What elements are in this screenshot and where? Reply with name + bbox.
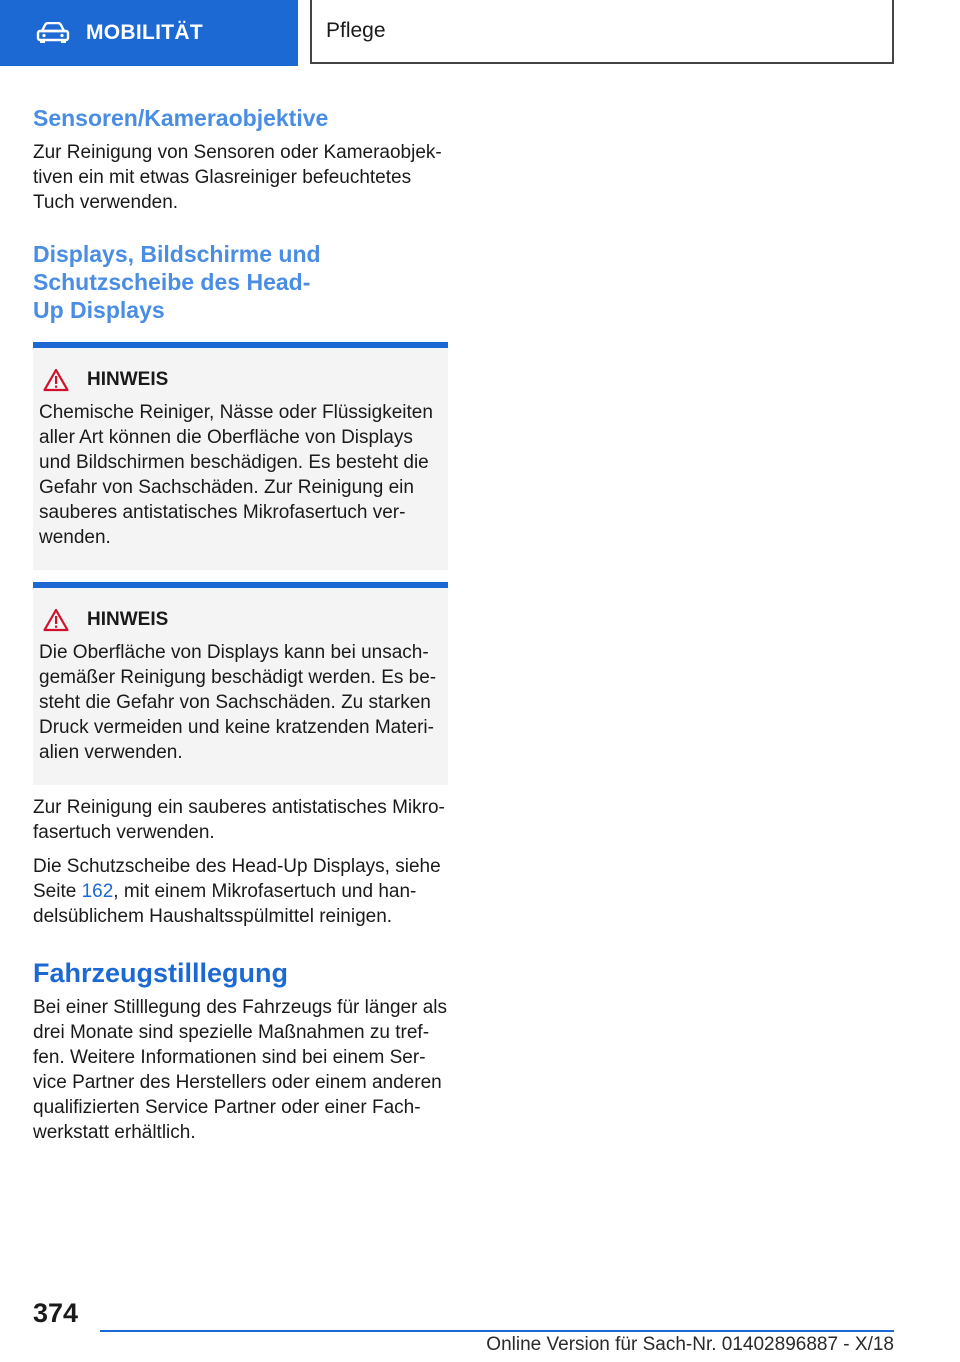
notice-title-text: HINWEIS [87, 609, 169, 630]
heading-line: Schutzscheibe des Head- [33, 269, 311, 295]
text-line: wenden. [39, 527, 111, 548]
page-header [0, 0, 960, 66]
paragraph-sensoren [33, 140, 448, 215]
footer-version-text: Online Version für Sach-Nr. 01402896887 - X/18 [486, 1334, 894, 1355]
text-line: qualifizierten Service Partner oder einer Fach- [33, 1097, 421, 1118]
text-line: werkstatt erhältlich. [33, 1122, 196, 1143]
chapter-tab-pflege[interactable] [310, 0, 894, 64]
text-line: Die Oberfläche von Displays kann bei unsach- [39, 642, 429, 663]
paragraph-head-up [33, 854, 448, 929]
notice-title [39, 606, 440, 634]
text-line: delsüblichem Haushaltsspülmittel reinigen. [33, 906, 393, 927]
text-line: Tuch verwenden. [33, 192, 179, 213]
section-tab-label: MOBILITÄT [86, 21, 204, 44]
warning-icon [43, 608, 69, 632]
footer-divider [100, 1330, 894, 1332]
text-line: fen. Weitere Informationen sind bei einem Ser- [33, 1047, 426, 1068]
text-line: aller Art können die Oberfläche von Displays [39, 427, 413, 448]
text-line: Chemische Reiniger, Nässe oder Flüssigkeiten [39, 402, 433, 423]
text-line: alien verwenden. [39, 742, 183, 763]
notice-box [33, 582, 448, 785]
section-tab-mobilitaet[interactable] [0, 0, 298, 66]
text-line: drei Monate sind spezielle Maßnahmen zu tref- [33, 1022, 430, 1043]
notice-title [39, 366, 440, 394]
page-reference-link[interactable]: 162 [81, 881, 114, 902]
text-line: Bei einer Stilllegung des Fahrzeugs für länger als [33, 997, 448, 1018]
text-line: Zur Reinigung von Sensoren oder Kameraobjek- [33, 142, 442, 163]
text-line: gemäßer Reinigung beschädigt werden. Es be- [39, 667, 437, 688]
text-line: Zur Reinigung ein sauberes antistatisches Mikro- [33, 797, 445, 818]
text-line: steht die Gefahr von Sachschäden. Zu starken [39, 692, 431, 713]
heading-fahrzeugstilllegung: Fahrzeugstilllegung [33, 958, 289, 988]
text-fragment: Seite [33, 881, 82, 902]
notice-text [39, 640, 440, 765]
heading-displays [33, 240, 448, 324]
car-icon [36, 22, 70, 44]
heading-line: Displays, Bildschirme und [33, 241, 321, 267]
text-line: Druck vermeiden und keine kratzenden Materi- [39, 717, 434, 738]
text-line: tiven ein mit etwas Glasreiniger befeuchtetes [33, 167, 412, 188]
text-line: Die Schutzscheibe des Head-Up Displays, siehe [33, 856, 441, 877]
notice-title-text: HINWEIS [87, 369, 169, 390]
content-column [33, 100, 448, 1145]
text-line: fasertuch verwenden. [33, 822, 215, 843]
heading-sensoren: Sensoren/Kameraobjektive [33, 105, 329, 131]
page-number: 374 [33, 1298, 79, 1328]
text-line: sauberes antistatisches Mikrofasertuch ver- [39, 502, 406, 523]
text-line: und Bildschirmen beschädigen. Es besteht die [39, 452, 429, 473]
text-line: Gefahr von Sachschäden. Zur Reinigung ein [39, 477, 414, 498]
text-fragment: , mit einem Mikrofasertuch und han- [113, 881, 417, 902]
notice-text [39, 400, 440, 550]
paragraph-microfiber [33, 795, 448, 845]
paragraph-fahrzeugstilllegung [33, 995, 448, 1145]
warning-icon [43, 368, 69, 392]
notice-box [33, 342, 448, 570]
chapter-tab-label: Pflege [326, 19, 386, 42]
heading-line: Up Displays [33, 297, 165, 323]
text-line: vice Partner des Herstellers oder einem anderen [33, 1072, 442, 1093]
